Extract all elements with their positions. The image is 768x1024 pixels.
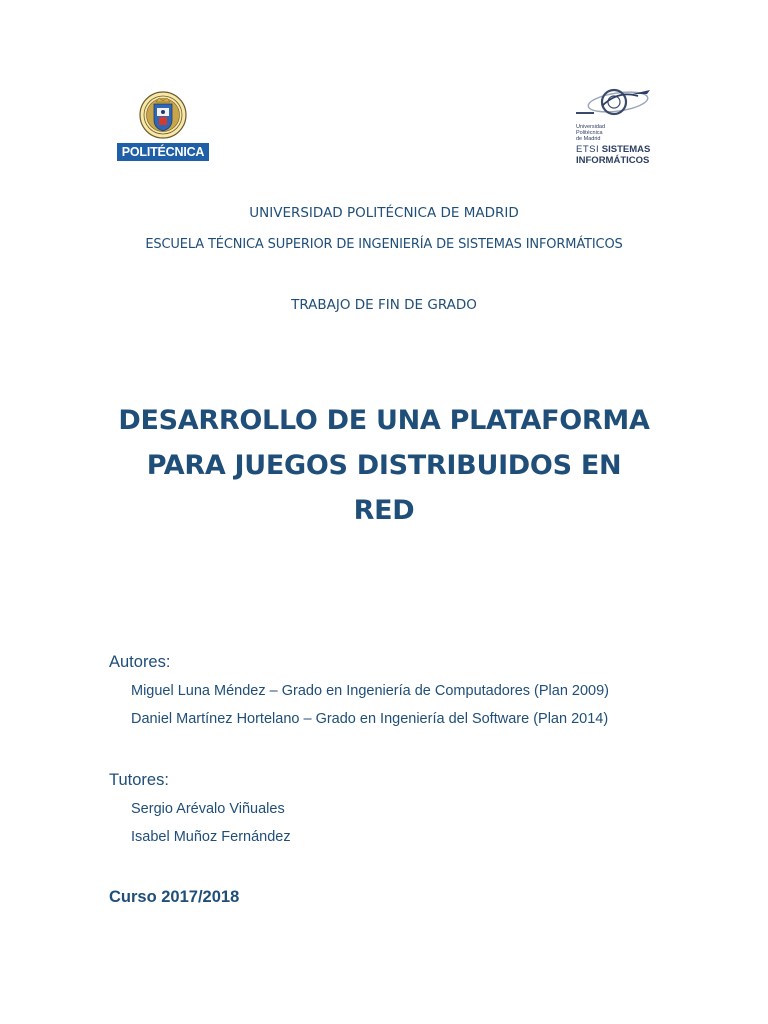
school-name: ESCUELA TÉCNICA SUPERIOR DE INGENIERÍA DE SISTEMAS INFORMÁTICOS: [145, 237, 623, 252]
etsi-small-line: Universidad: [576, 124, 606, 130]
etsi-name-sistemas: SISTEMAS: [601, 144, 651, 155]
upm-logo-label: POLITÉCNICA: [117, 143, 209, 161]
etsi-prefix: ETSI: [576, 144, 600, 155]
title-line: PARA JUEGOS DISTRIBUIDOS EN: [146, 450, 622, 481]
upm-logo: [117, 90, 209, 162]
university-name: UNIVERSIDAD POLITÉCNICA DE MADRID: [249, 205, 519, 221]
authors-label: Autores:: [109, 653, 171, 671]
author-item: Daniel Martínez Hortelano – Grado en Ingeniería del Software (Plan 2014): [131, 711, 609, 727]
work-type: TRABAJO DE FIN DE GRADO: [291, 297, 477, 313]
etsi-name-line2: INFORMÁTICOS: [576, 155, 650, 166]
tutor-item: Sergio Arévalo Viñuales: [131, 801, 285, 817]
etsi-orbit-icon: [572, 84, 656, 128]
etsi-small-line: de Madrid: [576, 136, 601, 142]
upm-seal-icon: [139, 90, 187, 140]
title-line: DESARROLLO DE UNA PLATAFORMA: [118, 405, 650, 436]
etsi-logo: [572, 84, 658, 168]
etsi-university-lines: [576, 124, 616, 142]
tutors-label: Tutores:: [109, 771, 169, 789]
document-title: [84, 398, 684, 533]
etsi-small-line: Politécnica: [576, 130, 603, 136]
author-item: Miguel Luna Méndez – Grado en Ingeniería de Computadores (Plan 2009): [131, 683, 609, 699]
title-line: RED: [353, 495, 415, 526]
tutor-item: Isabel Muñoz Fernández: [131, 829, 291, 845]
etsi-name-line1: [576, 145, 650, 156]
course-year: Curso 2017/2018: [109, 888, 240, 906]
